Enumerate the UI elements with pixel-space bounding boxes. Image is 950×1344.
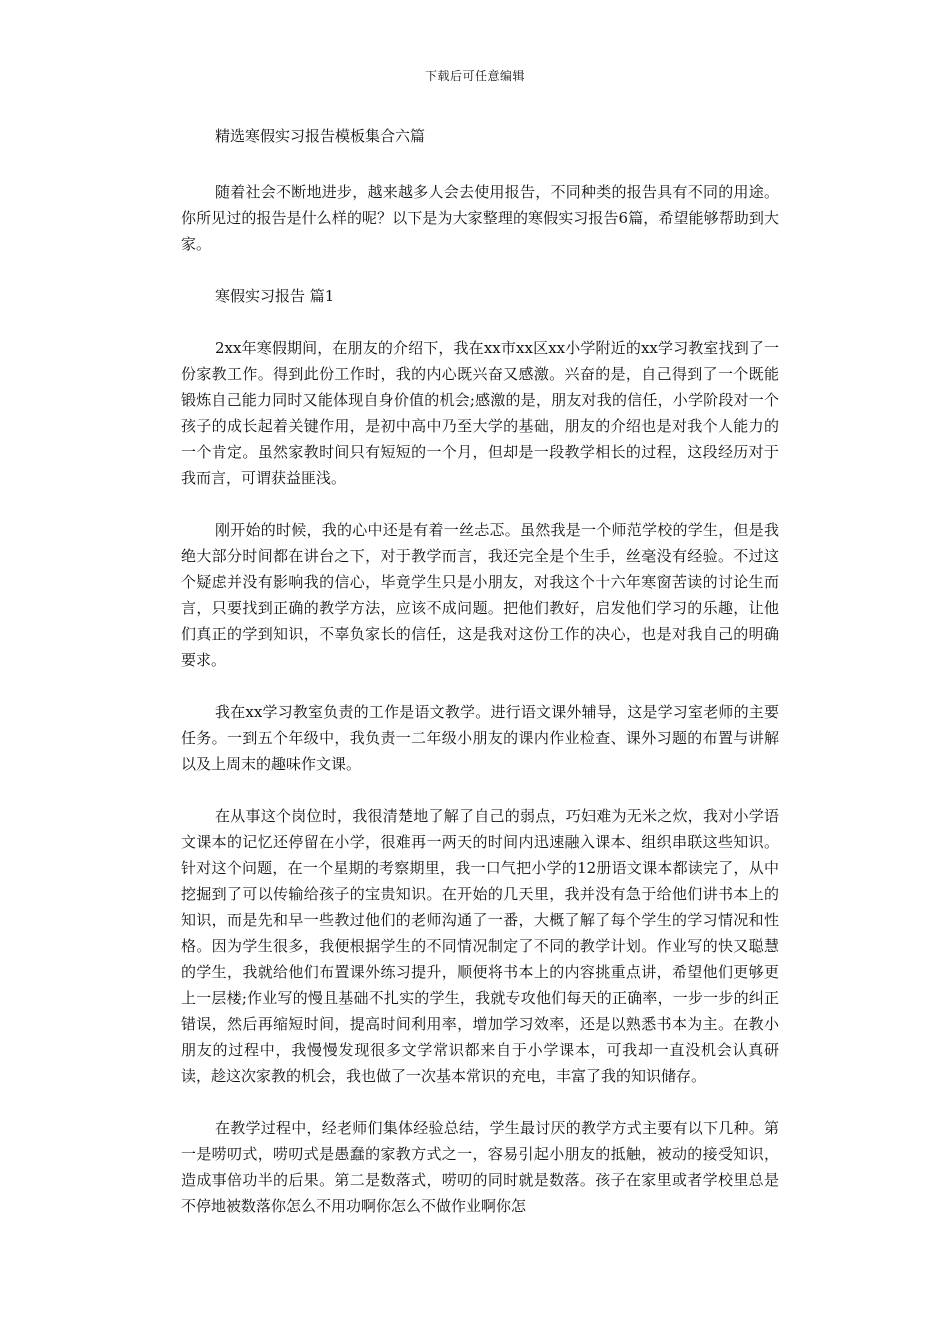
body-paragraph: 我在xx学习教室负责的工作是语文教学。进行语文课外辅导，这是学习室老师的主要任务。一到五个年级中，我负责一二年级小朋友的课内作业检查、课外习题的布置与讲解以及上周末的趣味作文课。 xyxy=(181,703,779,773)
body-paragraph: 刚开始的时候，我的心中还是有着一丝忐忑。虽然我是一个师范学校的学生，但是我绝大部分时间都在讲台之下，对于教学而言，我还完全是个生手，丝毫没有经验。不过这个疑虑并没有影响我的信心，毕竟学生只是小朋友，对我这个十六年寒窗苦读的讨论生而言，只要找到正确的教学方法，应该不成问题。把他们教好，启发他们学习的乐趣，让他们真正的学到知识，不辜负家长的信任，这是我对这份工作的决心，也是对我自己的明确要求。 xyxy=(181,521,779,669)
body-paragraph: 在教学过程中，经老师们集体经验总结，学生最讨厌的教学方式主要有以下几种。第一是唠叨式，唠叨式是愚蠢的家教方式之一，容易引起小朋友的抵触，被动的接受知识，造成事倍功半的后果。第二是数落式，唠叨的同时就是数落。孩子在家里或者学校里总是不停地被数落你怎么不用功啊你怎么不做作业啊你怎 xyxy=(181,1119,779,1215)
body-paragraph: 在从事这个岗位时，我很清楚地了解了自己的弱点，巧妇难为无米之炊，我对小学语文课本的记忆还停留在小学，很难再一两天的时间内迅速融入课本、组织串联这些知识。针对这个问题，在一个星期的考察期里，我一口气把小学的12册语文课本都读完了，从中挖掘到了可以传输给孩子的宝贵知识。在开始的几天里，我并没有急于给他们讲书本上的知识，而是先和早一些教过他们的老师沟通了一番，大概了解了每个学生的学习情况和性格。因为学生很多，我便根据学生的不同情况制定了不同的教学计划。作业写的快又聪慧的学生，我就给他们布置课外练习提升，顺便将书本上的内容挑重点讲，希望他们更够更上一层楼;作业写的慢且基础不扎实的学生，我就专攻他们每天的正确率，一步一步的纠正错误，然后再缩短时间，提高时间利用率，增加学习效率，还是以熟悉书本为主。在教小朋友的过程中，我慢慢发现很多文学常识都来自于小学课本，可我却一直没机会认真研读，趁这次家教的机会，我也做了一次基本常识的充电，丰富了我的知识储存。 xyxy=(181,807,779,1085)
section-heading: 寒假实习报告 篇1 xyxy=(215,287,335,305)
body-paragraph: 2xx年寒假期间，在朋友的介绍下，我在xx市xx区xx小学附近的xx学习教室找到了一份家教工作。得到此份工作时，我的内心既兴奋又感激。兴奋的是，自己得到了一个既能锻炼自己能力同时又能体现自身价值的机会;感激的是，朋友对我的信任，小学阶段对一个孩子的成长起着关键作用，是初中高中乃至大学的基础，朋友的介绍也是对我个人能力的一个肯定。虽然家教时间只有短短的一个月，但却是一段教学相长的过程，这段经历对于我而言，可谓获益匪浅。 xyxy=(181,339,779,487)
page-header: 下载后可任意编辑 xyxy=(424,69,525,83)
document-title: 精选寒假实习报告模板集合六篇 xyxy=(215,127,426,145)
document-body xyxy=(181,119,779,1245)
intro-paragraph: 随着社会不断地进步，越来越多人会去使用报告，不同种类的报告具有不同的用途。你所见过的报告是什么样的呢？以下是为大家整理的寒假实习报告6篇，希望能够帮助到大家。 xyxy=(181,183,779,253)
